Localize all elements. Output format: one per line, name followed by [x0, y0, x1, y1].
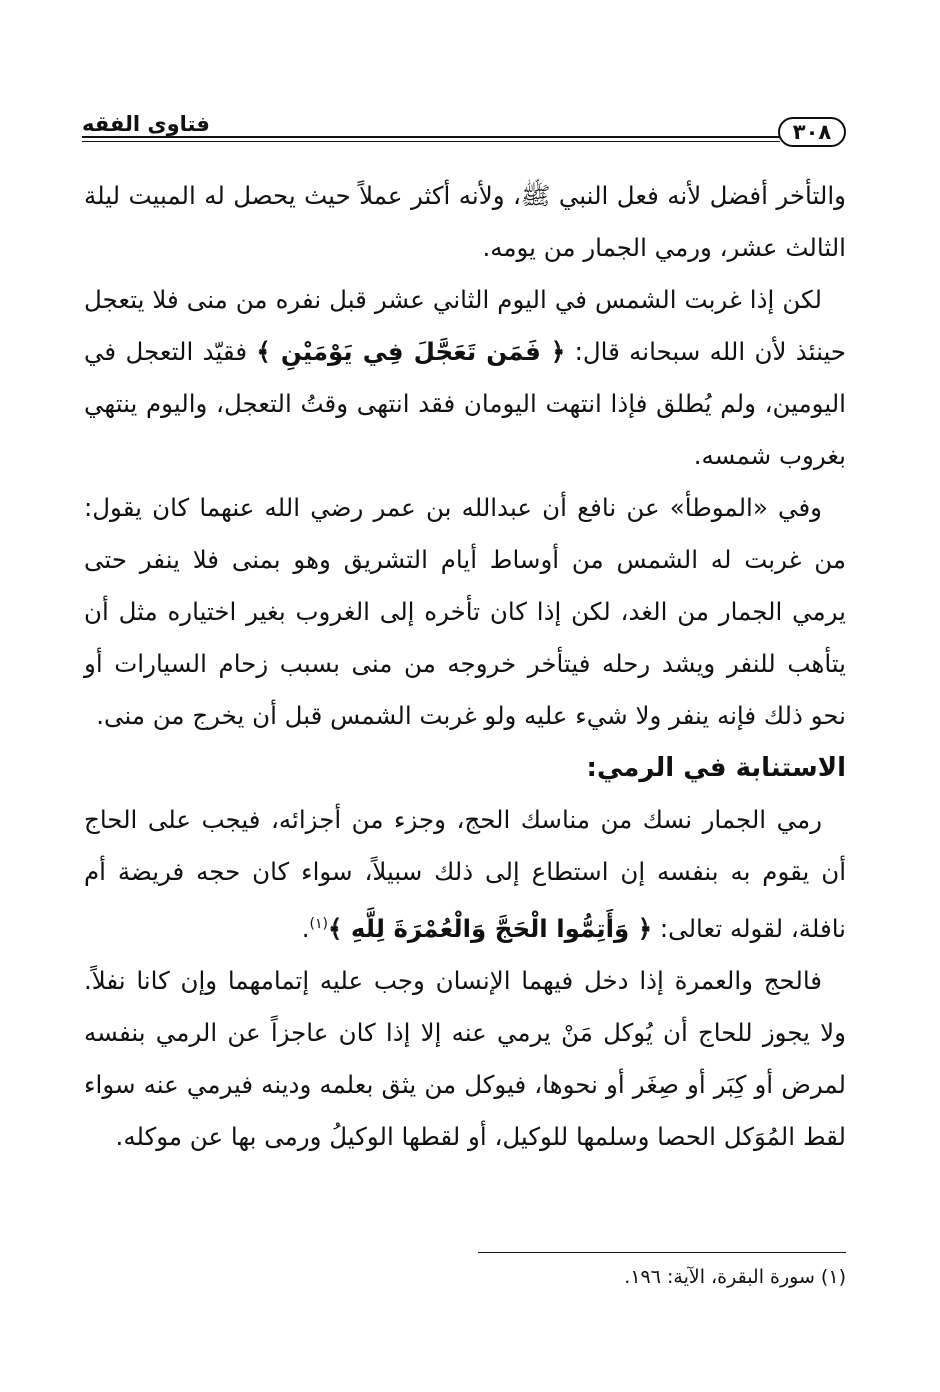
footnote-marker[interactable]: (١): [309, 916, 328, 932]
paragraph-4: [84, 794, 846, 955]
paragraph-1: [84, 170, 846, 274]
section-heading: الاستنابة في الرمي:: [586, 753, 846, 783]
paragraph-text: لكن إذا غربت الشمس في اليوم الثاني عشر قبل نفره من منى فلا يتعجل حينئذ لأن الله سبحانه قال:: [84, 285, 846, 366]
page-header: [82, 108, 846, 150]
main-text: [84, 170, 846, 1163]
paragraph-text: وفي «الموطأ» عن نافع أن عبدالله بن عمر رضي الله عنهما كان يقول: من غربت له الشمس من أوساط أيام التشريق وهو بمنى فلا ينفر حتى يرمي الجمار من الغد، لكن إذا كان تأخره إلى الغروب بغير اختياره مثل أن يتأهب للنفر ويشد رحله فيتأخر خروجه من منى بسبب زحام السيارات أو نحو ذلك فإنه ينفر ولا شيء عليه ولو غربت الشمس قبل أن يخرج من منى.: [84, 493, 846, 730]
paragraph-text: فقيّد التعجل في اليومين، ولم يُطلق فإذا انتهت اليومان فقد انتهى وقتُ التعجل، واليوم ينتهي بغروب شمسه.: [84, 337, 846, 470]
running-title: فتاوى الفقه: [82, 112, 210, 136]
paragraph-text: فالحج والعمرة إذا دخل فيهما الإنسان وجب عليه إتمامهما وإن كانا نفلاً. ولا يجوز للحاج أن يُوكل مَنْ يرمي عنه إلا إذا كان عاجزاً عن الرمي بنفسه لمرض أو كِبَر أو صِغَر أو نحوها، فيوكل من يثق بعلمه ودينه فيرمي عنه سواء لقط المُوَكل الحصا وسلمها للوكيل، أو لقطها الوكيلُ ورمى بها عن موكله.: [84, 966, 846, 1152]
paragraph-text: .: [301, 914, 310, 944]
quran-verse: ﴿ فَمَن تَعَجَّلَ فِي يَوْمَيْنِ ﴾: [256, 337, 566, 366]
footnote: (١) سورة البقرة، الآية: ١٩٦.: [624, 1266, 846, 1288]
header-rule: [82, 136, 780, 138]
paragraph-2: [84, 274, 846, 482]
header-rule-thin: [82, 141, 780, 142]
paragraph-text: رمي الجمار نسك من مناسك الحج، وجزء من أجزائه، فيجب على الحاج أن يقوم به بنفسه إن استطاع إلى ذلك سبيلاً، سواء كان حجه فريضة أم نافلة، لقوله تعالى:: [84, 805, 846, 944]
quran-verse: ﴿ وَأَتِمُّوا الْحَجَّ وَالْعُمْرَةَ لِلَّهِ ﴾: [328, 914, 653, 944]
page-number: ٣٠٨: [778, 117, 846, 147]
paragraph-3: [84, 482, 846, 742]
paragraph-5: [84, 955, 846, 1163]
footnote-divider: [478, 1252, 846, 1253]
paragraph-text: والتأخر أفضل لأنه فعل النبي ﷺ، ولأنه أكثر عملاً حيث يحصل له المبيت ليلة الثالث عشر، ورمي الجمار من يومه.: [84, 181, 846, 262]
